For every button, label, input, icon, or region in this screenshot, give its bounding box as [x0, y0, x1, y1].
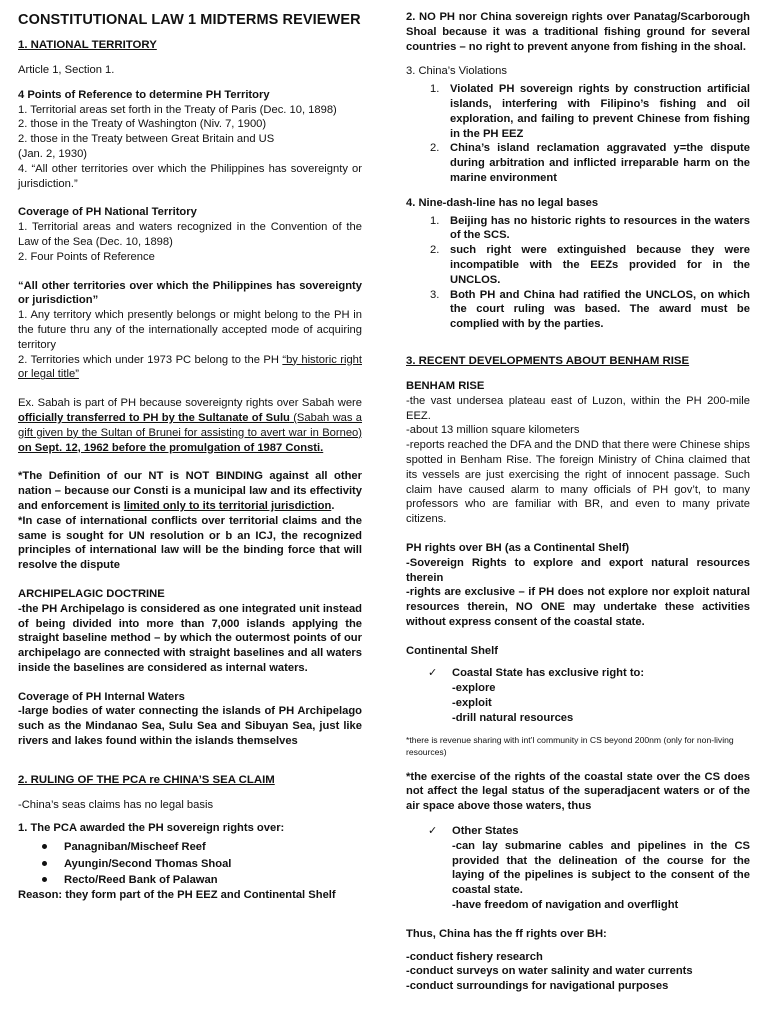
quote-item-text: 2. Territories which under 1973 PC belong to the PH [18, 353, 283, 366]
definition-end: . [331, 499, 335, 512]
point-item: 4. “All other territories over which the Philippines has sovereignty or jurisdiction.” [18, 162, 362, 190]
sabah-gift-text: (Sabah was a gift given by the Sultan of Brunei for assisting to avert war in Borneo) [18, 411, 362, 439]
bullet-dot-icon [42, 877, 47, 882]
coverage-item: 2. Four Points of Reference [18, 250, 155, 263]
continental-shelf-heading: Continental Shelf [406, 644, 498, 657]
quote-heading: “All other territories over which the Philippines has sovereignty or jurisdiction” [18, 279, 362, 307]
awarded-places-list [18, 839, 362, 888]
rights-heading: PH rights over BH (as a Continental Shelf) [406, 541, 630, 554]
sabah-date-text: on Sept. 12, 1962 before the promulgation of 1987 Consti. [18, 441, 324, 454]
other-states-right: -can lay submarine cables and pipelines in the CS provided that the delineation of the course for the laying of the pipelines is subject to the consent of the coastal state. [452, 839, 750, 897]
no-legal-basis: -China’s seas claims has no legal basis [18, 798, 214, 811]
violation-text: Violated PH sovereign rights by construction artificial islands, interfering with Filipino’s fishing and oil exploration, and failing to prevent Chinese from fishing in the PH EEZ [450, 83, 750, 140]
violation-text: China’s island reclamation aggravated y=the dispute during arbitration and inflicted irreparable harm on the marine environment [450, 142, 750, 184]
definition-note [18, 469, 362, 513]
sabah-transfer-text: officially transferred to PH by the Sultanate of Sulu [18, 411, 290, 424]
list-item [18, 872, 362, 888]
nine-dash-text: Both PH and China had ratified the UNCLOS, on which the court ruling was based. The award must be complied with by the parties. [450, 288, 750, 331]
other-states-item [406, 824, 750, 839]
left-column [18, 10, 362, 903]
nine-dash-heading: 4. Nine-dash-line has no legal bases [406, 196, 599, 209]
list-item: 2. China’s island reclamation aggravated y=the dispute during arbitration and inflicted irreparable harm on the marine environment [430, 142, 750, 184]
place-name: Panagniban/Mischeef Reef [64, 841, 206, 854]
other-states-text: Other States [452, 825, 519, 838]
point-item: 1. Territorial areas set forth in the Treaty of Paris (Dec. 10, 1898) [18, 103, 337, 116]
pca-awarded: 1. The PCA awarded the PH sovereign rights over: [18, 821, 285, 834]
nine-dash-list [406, 214, 750, 332]
document-title: CONSTITUTIONAL LAW 1 MIDTERMS REVIEWER [18, 12, 361, 28]
benham-desc: -the vast undersea plateau east of Luzon, within the PH 200-mile EEZ. [406, 394, 750, 422]
archipelagic-heading: ARCHIPELAGIC DOCTRINE [18, 587, 165, 600]
other-states-right: -have freedom of navigation and overflight [452, 899, 679, 912]
exercise-note: *the exercise of the rights of the coastal state over the CS does not affect the legal status of the superadjacent waters or of the air space above those waters, thus [406, 770, 750, 813]
reason-text: Reason: they form part of the PH EEZ and Continental Shelf [18, 889, 336, 902]
china-rights-heading: Thus, China has the ff rights over BH: [406, 927, 607, 940]
china-right: -conduct surveys on water salinity and water currents [406, 965, 693, 978]
right-column [406, 10, 750, 994]
sabah-text: Ex. Sabah is part of PH because sovereignty rights over Sabah were [18, 397, 362, 410]
section-1-heading: 1. NATIONAL TERRITORY [18, 39, 157, 51]
article-reference: Article 1, Section 1. [18, 64, 115, 76]
internal-waters-text: -large bodies of water connecting the islands of PH Archipelago such as the Mindanao Sea, Sulu Sea and Sibuyan Sea, just like rivers and lakes found within the islands themselves [18, 705, 362, 748]
rights-exclusive: -rights are exclusive – if PH does not explore nor exploit natural resources therein, NO ONE may undertake these activities without express consent of the coastal state. [406, 586, 750, 628]
bullet-dot-icon [42, 844, 47, 849]
nine-dash-text: such right were extinguished because they were incompatible with the EEZs provided for in the UNCLOS. [450, 244, 750, 286]
coastal-right: -exploit [452, 697, 492, 710]
nine-dash-text: Beijing has no historic rights to resources in the waters of the SCS. [450, 214, 750, 242]
internal-waters-heading: Coverage of PH Internal Waters [18, 690, 185, 703]
bullet-dot-icon [42, 861, 47, 866]
benham-area: -about 13 million square kilometers [406, 424, 580, 437]
section-3-heading: 3. RECENT DEVELOPMENTS ABOUT BENHAM RISE [406, 354, 690, 367]
point-item: (Jan. 2, 1930) [18, 147, 88, 160]
list-item: 2. such right were extinguished because they were incompatible with the EEZs provided for in the UNCLOS. [430, 244, 750, 286]
list-item: 1. Beijing has no historic rights to resources in the waters of the SCS. [430, 214, 750, 242]
point-item: 2. those in the Treaty between Great Britain and US [18, 133, 275, 146]
point-item: 2. those in the Treaty of Washington (Niv. 7, 1900) [18, 118, 267, 131]
china-right: -conduct surroundings for navigational purposes [406, 980, 669, 993]
revenue-note: *there is revenue sharing with int’l community in CS beyond 200nm (only for non-living resources) [406, 734, 734, 757]
coastal-right: -explore [452, 682, 496, 695]
coastal-state-text: Coastal State has exclusive right to: [452, 667, 645, 680]
points-heading: 4 Points of Reference to determine PH Territory [18, 88, 270, 101]
historic-right-text: “by historic right or legal title” [18, 353, 362, 381]
violations-heading: 3. China’s Violations [406, 65, 507, 78]
coastal-right: -drill natural resources [452, 711, 574, 724]
checkmark-icon: ✓ [428, 824, 438, 838]
place-name: Ayungin/Second Thomas Shoal [64, 857, 232, 870]
coastal-state-item [406, 666, 750, 681]
benham-reports: -reports reached the DFA and the DND that there were Chinese ships spotted in Benham Rise. The foreign Ministry of China claimed that its vessels are just exercising the right of innocent passage. Such claim have caused alarm to many officials of PH gov’t, to many professors who are familiar with BR, and even to many private citizens. [406, 439, 750, 526]
rights-sovereign: -Sovereign Rights to explore and export natural resources therein [406, 556, 750, 584]
place-name: Recto/Reed Bank of Palawan [64, 873, 218, 886]
quote-item [18, 353, 362, 383]
definition-limited-text: limited only to its territorial jurisdiction [123, 499, 332, 512]
definition-text: *The Definition of our NT is NOT BINDING against all other nation – because our Consti is a municipal law and its effectivity and enforcement is [18, 470, 362, 512]
benham-heading: BENHAM RISE [406, 379, 485, 392]
no-sovereign-rights: 2. NO PH nor China sovereign rights over Panatag/Scarborough Shoal because it was a traditional fishing ground for several countries – no right to prevent anyone from fishing in the shoal. [406, 11, 750, 53]
list-item: 1. Violated PH sovereign rights by construction artificial islands, interfering with Filipino’s fishing and oil exploration, and failing to prevent Chinese from fishing in the PH EEZ [430, 83, 750, 140]
archipelagic-text: -the PH Archipelago is considered as one integrated unit instead of being divided into more than 7,000 islands applying the straight baseline method – by which the outermost points of our archipelago are connected with straight baselines and all waters inside the baselines are considered as internal waters. [18, 602, 362, 674]
quote-item: 1. Any territory which presently belongs or might belong to the PH in the future thru any of the internationally accepted mode of acquiring territory [18, 309, 362, 351]
list-item [18, 856, 362, 872]
coverage-item: 1. Territorial areas and waters recognized in the Convention of the Law of the Sea (Dec. 10, 1898) [18, 221, 362, 248]
coverage-heading: Coverage of PH National Territory [18, 206, 197, 219]
conflict-note: *In case of international conflicts over territorial claims and the same is sought for UN resolution or b an ICJ, the recognized principles of international law will be the binding force that will resolve the dispute [18, 514, 362, 572]
list-item [18, 839, 362, 855]
china-right: -conduct fishery research [406, 950, 543, 963]
section-2-heading: 2. RULING OF THE PCA re CHINA’S SEA CLAIM [18, 773, 275, 786]
sabah-example [18, 396, 362, 455]
list-item: 3. Both PH and China had ratified the UNCLOS, on which the court ruling was based. The award must be complied with by the parties. [430, 288, 750, 331]
checkmark-icon: ✓ [428, 666, 438, 680]
violations-list [406, 82, 750, 186]
